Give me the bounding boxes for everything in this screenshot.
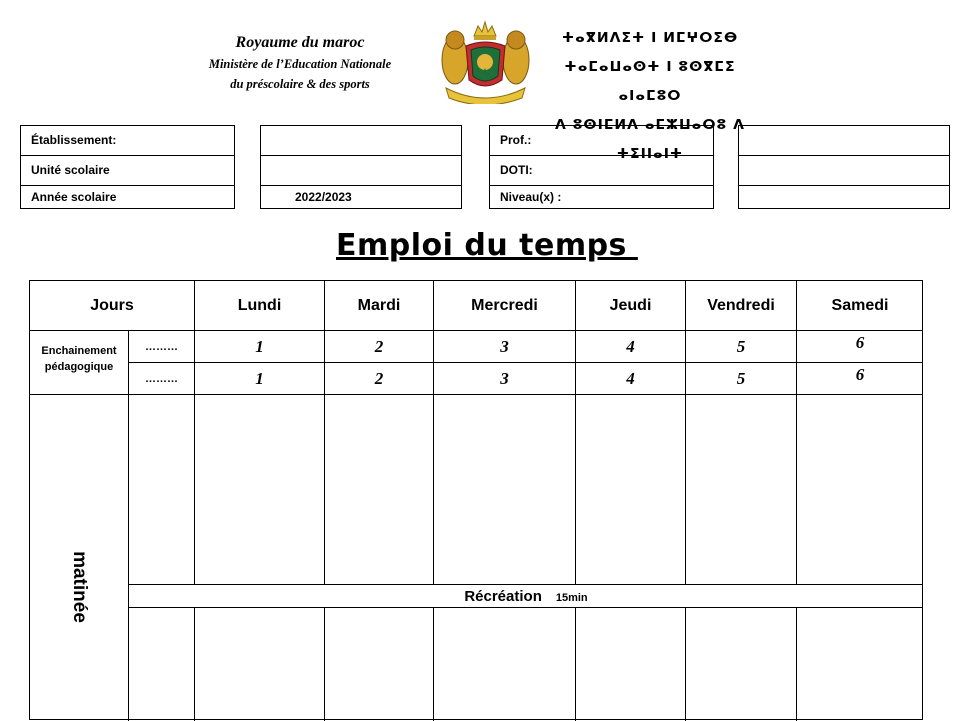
seq-number: 5 [736,368,746,388]
ministry-sub-label: du préscolaire & des sports [230,77,370,91]
recreation-row [129,585,923,607]
enchainement-label-line1: Enchainement [41,345,117,357]
matinee-cell [30,395,128,721]
seq-number: 4 [626,368,635,388]
day-header-mardi: Mardi [357,296,401,314]
seq-number: 3 [500,368,509,388]
etablissement-label: Établissement: [21,126,234,156]
day-header-lundi: Lundi [237,296,282,314]
recreation-label: Récréation [464,587,542,605]
jours-header: Jours [90,296,134,314]
timetable [29,280,923,720]
day-header-vendredi: Vendredi [707,296,775,314]
unite-scolaire-field[interactable] [261,156,461,186]
matinee-label: matinée [69,551,90,623]
doti-field[interactable] [739,156,949,186]
seq-number: 3 [500,336,509,356]
seq-number: 1 [255,368,264,388]
seq-number: 5 [736,336,746,356]
seq-number: 1 [255,336,264,356]
unite-scolaire-label: Unité scolaire [21,156,234,186]
recreation-duration: 15min [555,591,588,604]
page-title: Emploi du temps [336,228,638,263]
info-values-left [260,125,462,209]
annee-scolaire-field[interactable]: 2022/2023 [295,190,352,204]
seq-number: 2 [374,336,384,356]
enchainement-label [30,343,128,375]
ministry-label: Ministère de l’Education Nationale [208,57,392,71]
kingdom-label-tifinagh: ⵜⴰⴳⵍⴷⵉⵜ ⵏ ⵍⵎⵖⵔⵉⴱ [561,30,739,46]
ministry-sub-label-tifinagh: ⴷ ⵓⵙⵏⵎⵍⴷ ⴰⵎⵣⵡⴰⵔⵓ ⴷ ⵜⵉⵏⵏⴰⵏⵜ [555,117,745,162]
seq-number: 4 [626,336,635,356]
niveau-label: Niveau(x) : [500,190,562,204]
header-left [190,32,410,94]
etablissement-field[interactable] [261,126,461,156]
coat-of-arms-icon [438,16,533,104]
doti-label: DOTI: [490,156,713,186]
seq-number: 6 [855,364,865,384]
info-values-right [738,125,950,209]
prof-field[interactable] [739,126,949,156]
annee-scolaire-label: Année scolaire [31,190,117,204]
seq-number: 6 [855,332,865,352]
ministry-label-tifinagh: ⵜⴰⵎⴰⵡⴰⵙⵜ ⵏ ⵓⵙⴳⵎⵉ ⴰⵏⴰⵎⵓⵔ [564,59,736,104]
info-labels-right [489,125,714,209]
day-header-mercredi: Mercredi [471,296,538,314]
info-labels-left [20,125,235,209]
niveau-field[interactable] [739,186,949,210]
kingdom-label: Royaume du maroc [235,34,365,51]
sequence-dots-1[interactable]: ……… [145,340,178,353]
day-header-samedi: Samedi [831,296,889,314]
prof-label: Prof.: [490,126,713,156]
seq-number: 2 [374,368,384,388]
enchainement-label-line2: pédagogique [44,361,114,373]
day-header-jeudi: Jeudi [609,296,652,314]
sequence-dots-2[interactable]: ……… [145,372,178,385]
